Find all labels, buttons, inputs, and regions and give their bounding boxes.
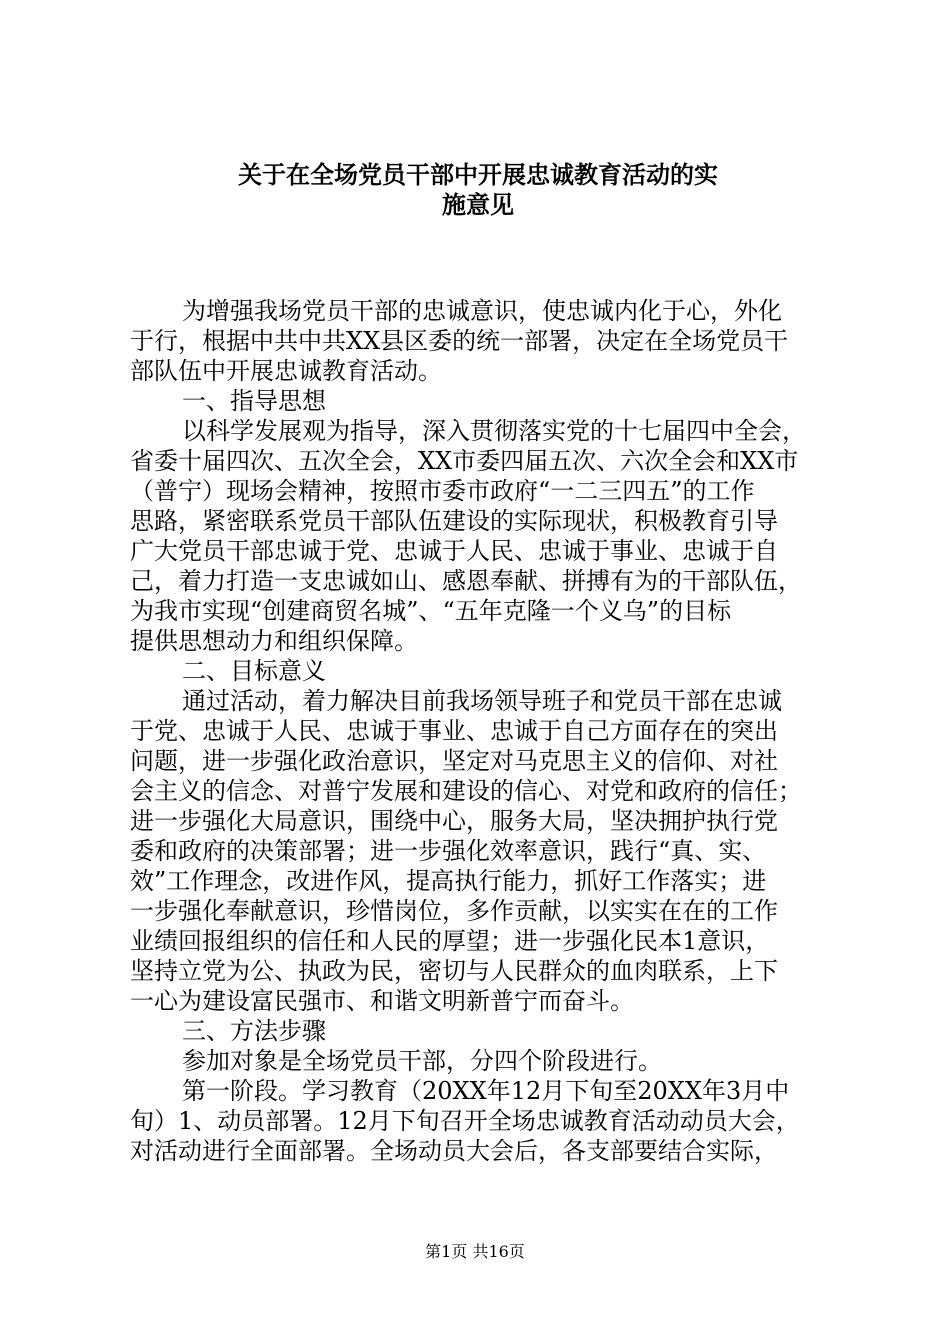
body-line: 以科学发展观为指导，深入贯彻落实党的十七届四中全会，	[182, 417, 806, 445]
body-line: 进一步强化大局意识，围绕中心，服务大局，坚决拥护执行党	[130, 807, 778, 835]
body-line: 提供思想动力和组织保障。	[130, 627, 418, 655]
body-line: 三、方法步骤	[182, 1017, 326, 1045]
body-line: 思路，紧密联系党员干部队伍建设的实际现状，积极教育引导	[130, 507, 778, 535]
document-body	[130, 296, 830, 1166]
body-line: 委和政府的决策部署；进一步强化效率意识，践行“真、实、	[130, 837, 767, 865]
body-line: 部队伍中开展忠诚教育活动。	[130, 357, 442, 385]
body-line: 省委十届四次、五次全会，XX市委四届五次、六次全会和XX市	[130, 447, 799, 475]
body-line: 效”工作理念，改进作风，提高执行能力，抓好工作落实；进	[130, 867, 767, 895]
body-line: 于行，根据中共中共XX县区委的统一部署，决定在全场党员干	[130, 327, 789, 355]
body-line: 为增强我场党员干部的忠诚意识，使忠诚内化于心，外化	[182, 297, 782, 325]
body-line: 二、目标意义	[182, 657, 326, 685]
body-line: 旬）1、动员部署。12月下旬召开全场忠诚教育活动动员大会，	[130, 1107, 800, 1135]
title-line: 施意见	[442, 191, 514, 219]
page-footer: 第1页 共16页	[425, 1242, 525, 1261]
body-line: 第一阶段。学习教育（20XX年12月下旬至20XX年3月中	[182, 1077, 790, 1105]
body-line: 通过活动，着力解决目前我场领导班子和党员干部在忠诚	[182, 687, 782, 715]
body-line: 于党、忠诚于人民、忠诚于事业、忠诚于自己方面存在的突出	[130, 717, 778, 745]
body-line: 参加对象是全场党员干部，分四个阶段进行。	[182, 1047, 662, 1075]
body-line: 坚持立党为公、执政为民，密切与人民群众的血肉联系，上下	[130, 957, 778, 985]
body-line: 为我市实现“创建商贸名城”、“五年克隆一个义乌”的目标	[130, 597, 732, 625]
body-line: 己，着力打造一支忠诚如山、感恩奉献、拼搏有为的干部队伍，	[130, 567, 802, 595]
body-line: 一心为建设富民强市、和谐文明新普宁而奋斗。	[130, 987, 634, 1015]
document-title	[128, 160, 828, 220]
body-line: （普宁）现场会精神，按照市委市政府“一二三四五”的工作	[130, 477, 755, 505]
body-line: 对活动进行全面部署。全场动员大会后，各支部要结合实际，	[130, 1137, 778, 1165]
body-line: 会主义的信念、对普宁发展和建设的信心、对党和政府的信任；	[130, 777, 802, 805]
body-line: 一、指导思想	[182, 387, 326, 415]
body-line: 业绩回报组织的信任和人民的厚望；进一步强化民本1意识，	[130, 927, 770, 955]
title-line: 关于在全场党员干部中开展忠诚教育活动的实	[238, 161, 718, 189]
body-line: 一步强化奉献意识，珍惜岗位，多作贡献，以实实在在的工作	[130, 897, 778, 925]
body-line: 广大党员干部忠诚于党、忠诚于人民、忠诚于事业、忠诚于自	[130, 537, 778, 565]
body-line: 问题，进一步强化政治意识，坚定对马克思主义的信仰、对社	[130, 747, 778, 775]
